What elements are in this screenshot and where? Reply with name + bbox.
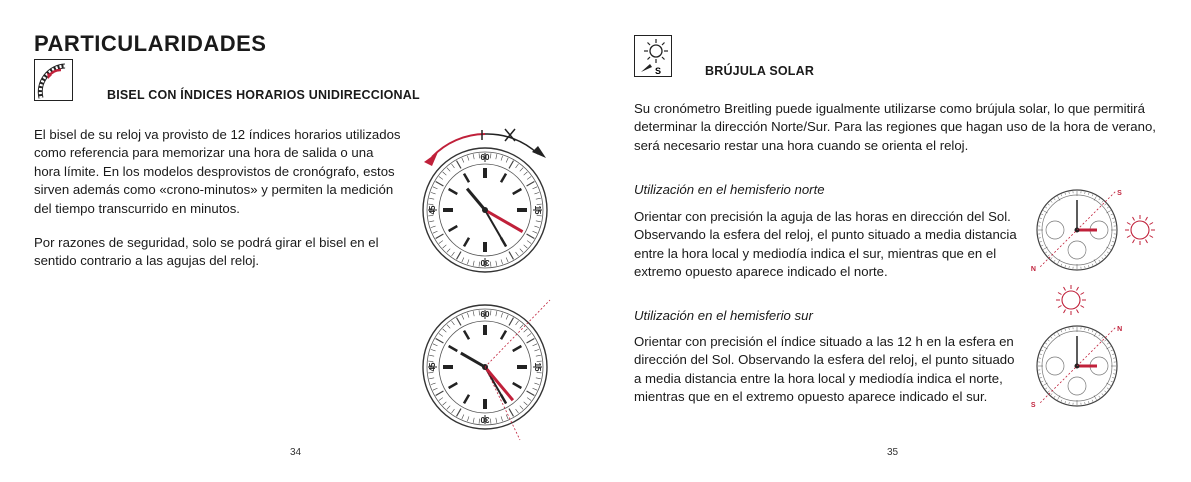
bezel-elapsed-time-diagram	[410, 292, 560, 442]
page-title: PARTICULARIDADES	[34, 31, 267, 56]
solar-compass-icon	[634, 35, 672, 77]
sun-ray	[1081, 293, 1084, 295]
north-hemisphere-text: Orientar con precisión la aguja de las horas en dirección del Sol. Observando la esfera del reloj, el punto situado a media distancia entre la hora local y mediodía indica el sur, mientras que en el extremo opuesto aparece indicado el norte.	[634, 209, 1017, 280]
sun-icon	[1062, 291, 1080, 309]
sun-ray	[1133, 217, 1135, 220]
page-number: 35	[887, 447, 899, 458]
sun-ray	[1064, 310, 1066, 313]
south-hemisphere-diagram	[1020, 314, 1160, 424]
sun-ray	[1150, 223, 1153, 225]
sun-ray	[1146, 240, 1148, 243]
sun-ray	[1058, 306, 1061, 308]
sun-ray	[1058, 293, 1061, 295]
section-title-solar-compass: BRÚJULA SOLAR	[705, 64, 815, 78]
sun-icon	[1054, 283, 1088, 317]
sun-ray	[1077, 287, 1079, 290]
sun-ray	[1127, 223, 1130, 225]
north-hemisphere-diagram	[1020, 178, 1160, 288]
rotating-bezel-icon	[34, 59, 73, 101]
north-hemisphere-heading: Utilización en el hemisferio norte	[634, 182, 825, 197]
south-hemisphere-heading: Utilización en el hemisferio sur	[634, 308, 813, 323]
bezel-numeral: 15	[533, 362, 542, 372]
section-title-bezel: BISEL CON ÍNDICES HORARIOS UNIDIRECCIONAL	[107, 88, 420, 102]
solar-compass-intro: Su cronómetro Breitling puede igualmente utilizarse como brújula solar, lo que permitirá determinar la dirección Norte/Sur. Para las regiones que hagan uso de la hora de verano, será necesario restar una hora cuando se orienta el reloj.	[634, 101, 1156, 153]
sun-icon	[1131, 221, 1149, 239]
direction-mark: N	[1117, 325, 1123, 333]
sun-ray	[1146, 217, 1148, 220]
sun-ray	[1150, 236, 1153, 238]
sun-ray	[1133, 240, 1135, 243]
bezel-numeral: 45	[428, 362, 437, 372]
sun-ray	[1077, 310, 1079, 313]
direction-mark: S	[1030, 402, 1036, 410]
sun-ray	[1064, 287, 1066, 290]
page-number: 34	[290, 447, 302, 458]
ccw-arrow-head	[424, 152, 438, 166]
center-pin	[482, 207, 488, 213]
direction-mark: N	[1030, 266, 1036, 274]
bezel-numeral: 30	[480, 415, 490, 424]
south-hemisphere-text: Orientar con precisión el índice situado a las 12 h en la esfera en dirección del Sol. Observando la esfera del reloj, el punto situado a media distancia entre la hora local y mediodía indica el norte, mientras que en el extremo opuesto aparece indicado el sur.	[634, 334, 1015, 405]
bezel-rotation-diagram	[410, 122, 560, 282]
sun-ray	[1127, 236, 1130, 238]
direction-mark: S	[1117, 189, 1122, 197]
cw-arrow-head	[532, 146, 546, 158]
sun-ray	[1081, 306, 1084, 308]
bezel-numeral: 30	[480, 258, 490, 267]
bezel-numeral: 15	[533, 205, 542, 215]
bezel-numeral: 45	[428, 205, 437, 215]
bezel-paragraph-1: El bisel de su reloj va provisto de 12 índices horarios utilizados como referencia para memorizar una hora de salida o una hora límite. En los modelos desprovistos de cronógrafo, estos sirven además como «crono-minutos» y permiten la medición del tiempo transcurrido en minutos.	[34, 127, 401, 216]
bezel-numeral: 60	[480, 310, 490, 319]
bezel-numeral: 60	[480, 153, 490, 162]
bezel-paragraph-2: Por razones de seguridad, solo se podrá girar el bisel en el sentido contrario a las agujas del reloj.	[34, 235, 379, 269]
compass-icon-letter: S	[655, 66, 662, 76]
